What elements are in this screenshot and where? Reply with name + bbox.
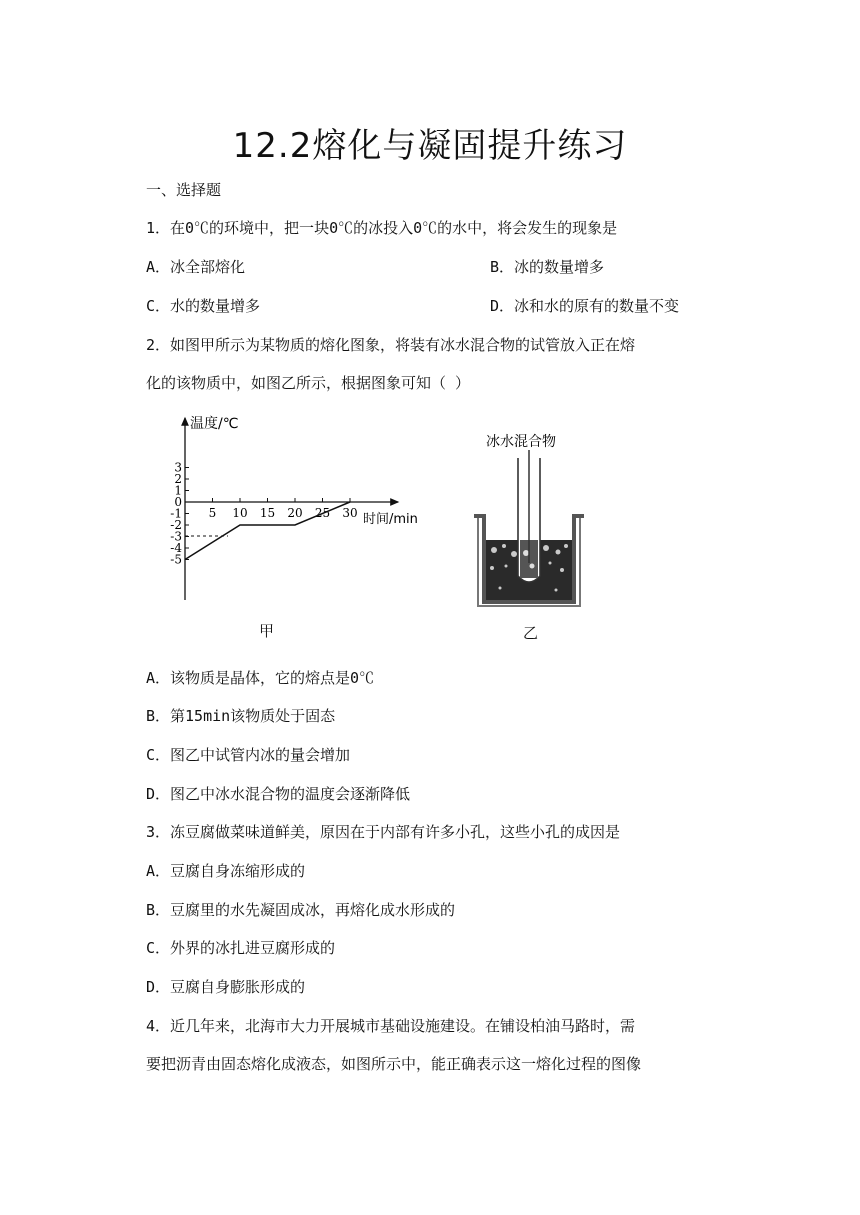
y-tick-label: 1 xyxy=(174,483,182,498)
x-axis-label: 时间/min xyxy=(363,512,418,527)
question-2-stem-line1: 2．如图甲所示为某物质的熔化图象，将装有冰水混合物的试管放入正在熔 xyxy=(146,336,636,354)
y-tick-label: -4 xyxy=(170,541,182,555)
question-2-stem-line2: 化的该物质中，如图乙所示，根据图象可知（ ） xyxy=(146,374,471,392)
y-tick-label: -2 xyxy=(170,518,182,532)
beaker-figure xyxy=(470,428,590,613)
x-ticks xyxy=(209,498,358,520)
q2-option-c: C．图乙中试管内冰的量会增加 xyxy=(146,746,351,764)
q2-option-a: A．该物质是晶体，它的熔点是0℃ xyxy=(146,669,375,687)
y-tick-label: -3 xyxy=(170,529,182,544)
q2-option-b: B．第15min该物质处于固态 xyxy=(146,707,336,725)
y-tick-label: 2 xyxy=(174,472,182,486)
q3-option-c: C．外界的冰扎进豆腐形成的 xyxy=(146,939,336,957)
question-4-stem-line1: 4．近几年来，北海市大力开展城市基础设施建设。在铺设柏油马路时，需 xyxy=(146,1017,636,1035)
q1-option-d: D．冰和水的原有的数量不变 xyxy=(490,297,680,315)
x-tick-label: 30 xyxy=(342,506,358,520)
x-tick-label: 15 xyxy=(259,506,276,520)
y-tick-label: -1 xyxy=(170,506,182,521)
page-title: 12.2熔化与凝固提升练习 xyxy=(232,126,628,166)
x-tick-label: 5 xyxy=(208,506,217,520)
y-axis-label: 温度/℃ xyxy=(190,416,239,432)
q1-option-a: A．冰全部熔化 xyxy=(146,258,246,276)
figure-b-caption: 乙 xyxy=(523,624,539,642)
q1-option-c: C．水的数量增多 xyxy=(146,297,261,315)
section-heading: 一、选择题 xyxy=(146,181,222,199)
melting-chart xyxy=(160,410,440,615)
question-4-stem-line2: 要把沥青由固态熔化成液态，如图所示中，能正确表示这一熔化过程的图像 xyxy=(146,1055,642,1073)
question-3-stem: 3．冻豆腐做菜味道鲜美，原因在于内部有许多小孔，这些小孔的成因是 xyxy=(146,823,621,841)
y-tick-label: -5 xyxy=(170,552,182,567)
y-tick-label: 3 xyxy=(174,460,182,475)
x-tick-label: 10 xyxy=(232,506,248,520)
q2-option-d: D．图乙中冰水混合物的温度会逐渐降低 xyxy=(146,785,411,803)
beaker-label: 冰水混合物 xyxy=(486,434,556,450)
figure-a-caption: 甲 xyxy=(259,622,275,640)
x-tick-label: 20 xyxy=(287,506,303,520)
y-tick-label: 0 xyxy=(174,495,182,509)
question-1-stem: 1．在0℃的环境中，把一块0℃的冰投入0℃的水中，将会发生的现象是 xyxy=(146,219,618,237)
q3-option-b: B．豆腐里的水先凝固成冰，再熔化成水形成的 xyxy=(146,901,456,919)
y-ticks xyxy=(170,461,189,567)
q3-option-d: D．豆腐自身膨胀形成的 xyxy=(146,978,306,996)
q3-option-a: A．豆腐自身冻缩形成的 xyxy=(146,862,306,880)
q1-option-b: B．冰的数量增多 xyxy=(490,258,605,276)
x-tick-label: 25 xyxy=(314,506,331,520)
